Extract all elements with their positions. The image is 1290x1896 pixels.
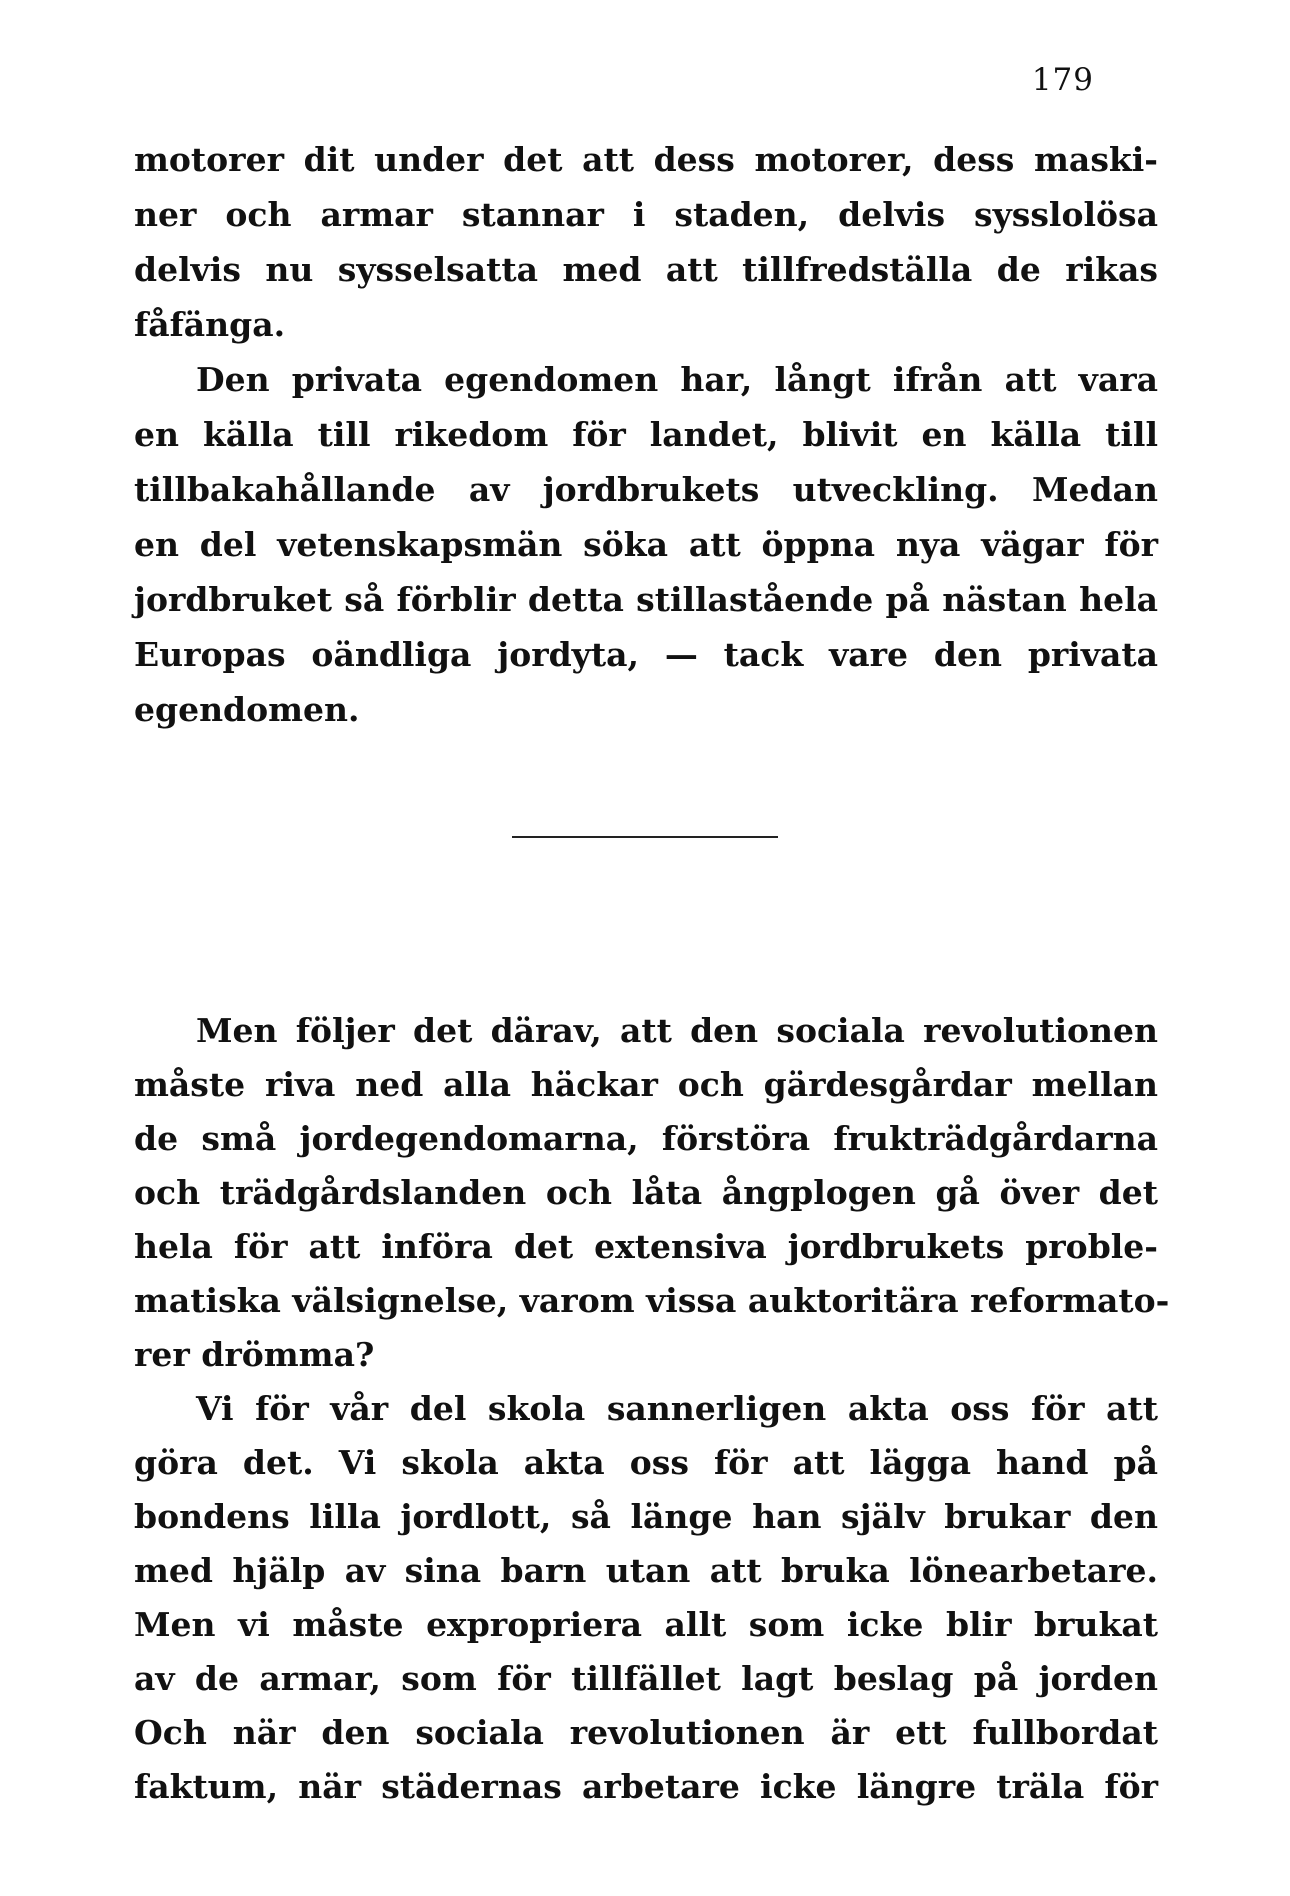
text-line: med hjälp av sina barn utan att bruka lönearbetare.: [134, 1551, 1158, 1590]
text-line: delvis nu sysselsatta med att tillfredställa de rikas: [134, 250, 1158, 289]
text-line: ner och armar stannar i staden, delvis sysslolösa: [134, 195, 1158, 234]
text-line: de små jordegendomarna, förstöra frukträdgårdarna: [134, 1119, 1158, 1158]
text-line: rer drömma?: [134, 1335, 375, 1374]
text-line: egendomen.: [134, 690, 360, 729]
text-line: jordbruket så förblir detta stillastående på nästan hela: [134, 580, 1158, 619]
section-separator: [512, 836, 778, 838]
text-line: måste riva ned alla häckar och gärdesgårdar mellan: [134, 1065, 1158, 1104]
text-line: en källa till rikedom för landet, blivit en källa till: [134, 415, 1158, 454]
text-line: Vi för vår del skola sannerligen akta oss för att: [196, 1389, 1158, 1428]
text-line: göra det. Vi skola akta oss för att lägga hand på: [134, 1443, 1158, 1482]
text-line: Europas oändliga jordyta, — tack vare den privata: [134, 635, 1158, 674]
text-line: matiska välsignelse, varom vissa auktoritära reformato-: [134, 1281, 1170, 1320]
text-line: tillbakahållande av jordbrukets utveckling. Medan: [134, 470, 1158, 509]
text-line: och trädgårdslanden och låta ångplogen gå över det: [134, 1173, 1158, 1212]
text-line: Men vi måste expropriera allt som icke blir brukat: [134, 1605, 1158, 1644]
page-number: 179: [1031, 62, 1094, 98]
text-line: fåfänga.: [134, 305, 286, 344]
text-line: Den privata egendomen har, långt ifrån att vara: [196, 360, 1158, 399]
text-line: en del vetenskapsmän söka att öppna nya vägar för: [134, 525, 1158, 564]
text-line: Men följer det därav, att den sociala revolutionen: [196, 1011, 1158, 1050]
text-line: bondens lilla jordlott, så länge han själv brukar den: [134, 1497, 1158, 1536]
text-line: motorer dit under det att dess motorer, dess maski-: [134, 140, 1158, 179]
text-line: faktum, när städernas arbetare icke längre träla för: [134, 1767, 1158, 1806]
text-line: hela för att införa det extensiva jordbrukets proble-: [134, 1227, 1158, 1266]
text-line: av de armar, som för tillfället lagt beslag på jorden: [134, 1659, 1158, 1698]
text-line: Och när den sociala revolutionen är ett fullbordat: [134, 1713, 1158, 1752]
